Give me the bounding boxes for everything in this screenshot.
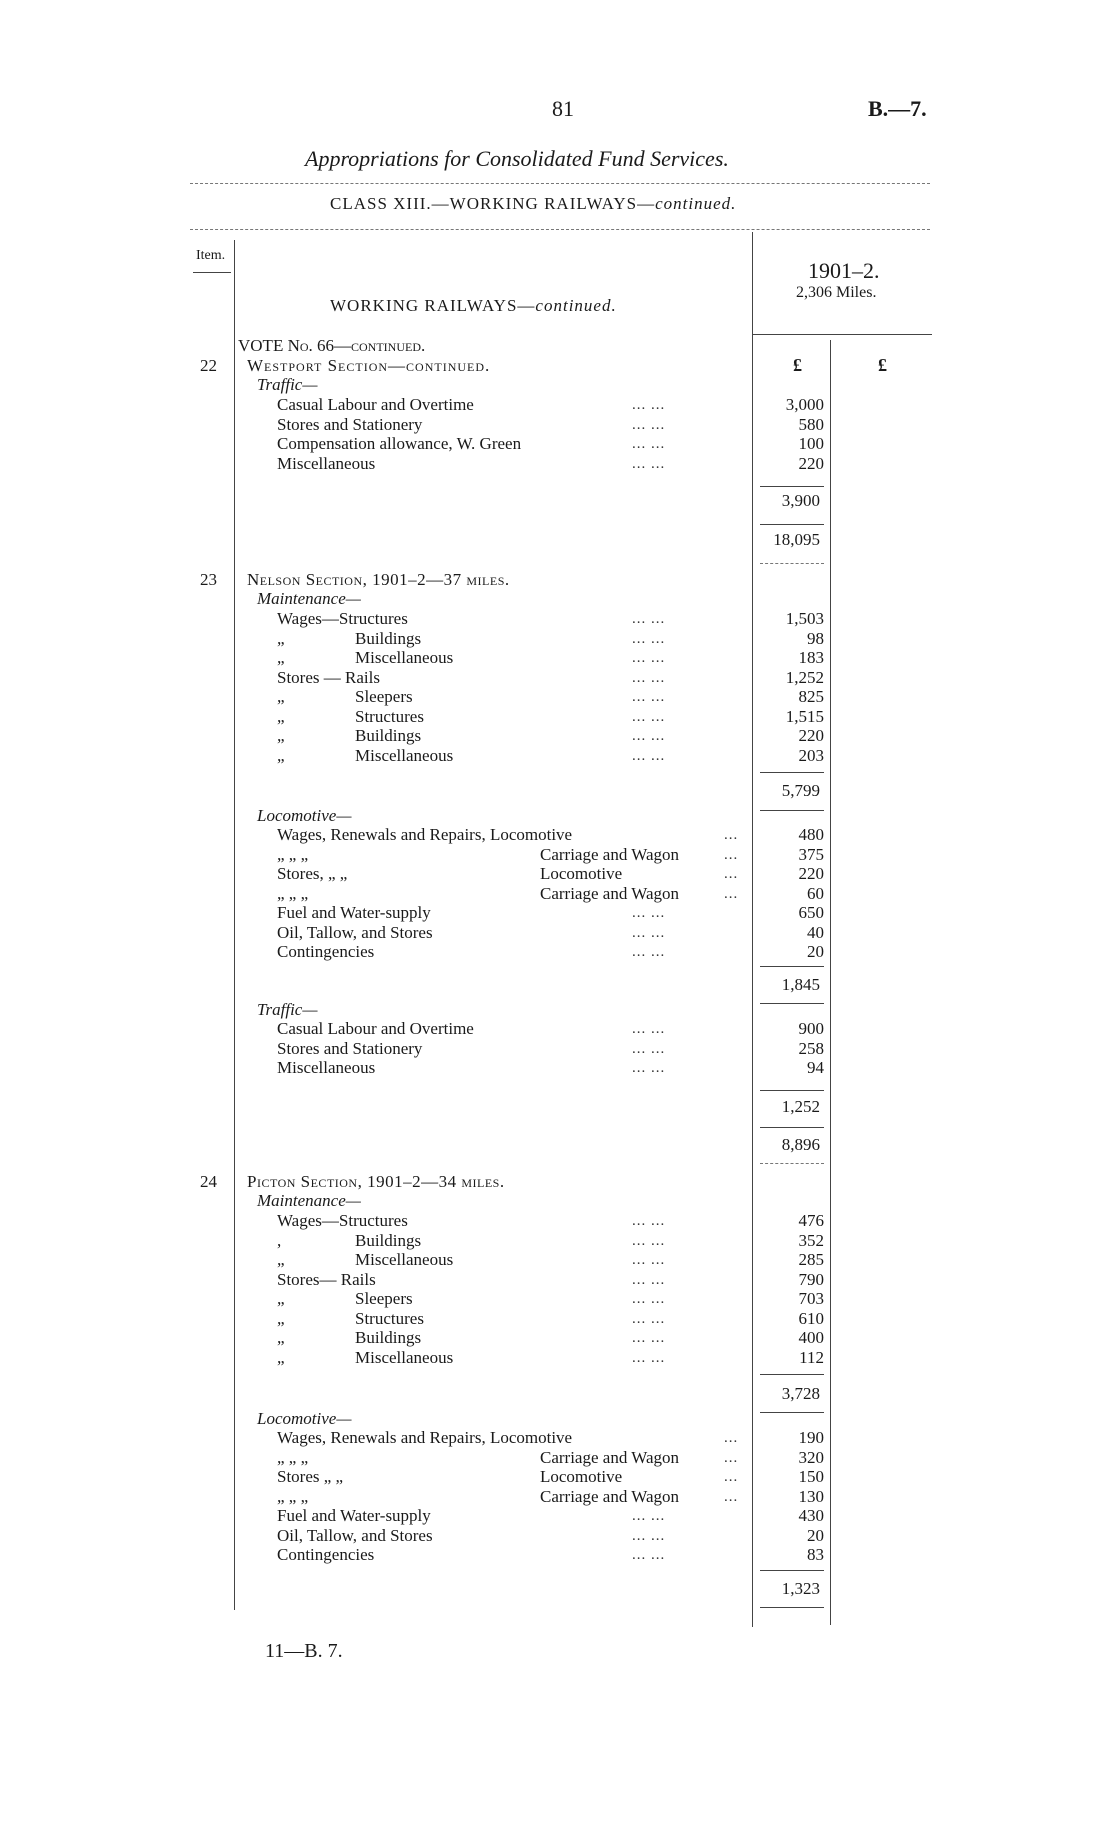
header-bottom-rule — [752, 334, 932, 335]
nelson-maintenance-underline — [760, 810, 824, 811]
nelson-total-rule — [760, 1127, 824, 1128]
leader-dots: ... ... — [632, 1508, 666, 1524]
leader-dots: ... ... — [632, 1547, 666, 1563]
nelson-traffic-row-label: Miscellaneous — [277, 1058, 376, 1077]
nelson-loco-row-value: 20 — [807, 942, 824, 961]
leader-dots: ... ... — [632, 1040, 666, 1057]
nelson-maint-row-sublabel: Structures — [355, 706, 424, 726]
picton-loco-row-label: „ „ „ — [277, 1447, 309, 1467]
nelson-loco-row-label: „ „ „ — [277, 883, 309, 903]
picton-maint-row-sublabel: Miscellaneous — [355, 1250, 454, 1269]
title-rule — [190, 183, 930, 185]
item-number-24: 24 — [200, 1172, 217, 1191]
leader-dots: ... ... — [632, 455, 666, 472]
nelson-loco-row-value: 650 — [798, 903, 824, 922]
leader-dots: ... ... — [632, 416, 666, 433]
picton-loco-row-sublabel: Locomotive — [540, 1467, 623, 1486]
nelson-maint-row-value: 1,515 — [785, 706, 824, 726]
picton-loco-row-label: „ „ „ — [277, 1486, 309, 1506]
picton-maintenance-subhead: Maintenance— — [257, 1191, 361, 1210]
nelson-maint-row-label: „ — [277, 628, 285, 648]
nelson-maint-row-sublabel: Miscellaneous — [355, 648, 454, 667]
picton-loco-row-label: Oil, Tallow, and Stores — [277, 1525, 433, 1545]
nelson-maint-row-label: „ — [277, 648, 285, 667]
leader-dots: ... ... — [632, 436, 666, 452]
picton-loco-row-value: 130 — [798, 1486, 824, 1506]
picton-loco-row-label: Fuel and Water-supply — [277, 1506, 431, 1525]
picton-loco-row-label: Stores „ „ — [277, 1467, 344, 1486]
leader-dots: ... — [724, 866, 739, 882]
nelson-loco-row-label: Wages, Renewals and Repairs, Locomotive — [277, 825, 573, 844]
miles-header: 2,306 Miles. — [796, 284, 877, 301]
leader-dots: ... ... — [632, 611, 666, 627]
picton-maint-row-value: 400 — [798, 1328, 824, 1347]
nelson-loco-row-label: Fuel and Water-supply — [277, 903, 431, 922]
nelson-loco-row-label: Contingencies — [277, 942, 375, 961]
leader-dots: ... ... — [632, 728, 666, 744]
picton-maint-row-value: 790 — [798, 1269, 824, 1289]
picton-loco-row-value: 20 — [807, 1525, 824, 1545]
nelson-maint-row-value: 183 — [798, 648, 824, 667]
leader-dots: ... — [724, 885, 739, 902]
nelson-maint-row-value: 98 — [807, 628, 824, 648]
nelson-maint-row-sublabel: Miscellaneous — [355, 745, 454, 765]
picton-locomotive-rule — [760, 1570, 824, 1571]
leader-dots: ... ... — [632, 1060, 666, 1076]
year-header: 1901–2. — [808, 258, 880, 283]
leader-dots: ... ... — [632, 747, 666, 764]
picton-maint-row-label: , — [277, 1230, 282, 1250]
westport-row-label: Casual Labour and Overtime — [277, 395, 474, 414]
nelson-loco-row-value: 40 — [807, 922, 824, 942]
nelson-maintenance-rule — [760, 772, 824, 773]
column-title-main: WORKING RAILWAYS— — [330, 296, 536, 315]
nelson-maint-row-value: 1,503 — [785, 609, 824, 628]
picton-loco-row-label: Contingencies — [277, 1545, 375, 1564]
item-column-divider — [234, 240, 235, 1610]
picton-maint-row-value: 352 — [798, 1230, 824, 1250]
nelson-maintenance-subhead: Maintenance— — [257, 589, 361, 608]
nelson-loco-row-label: Oil, Tallow, and Stores — [277, 922, 433, 942]
vote-line — [238, 336, 425, 356]
picton-loco-row-value: 190 — [798, 1428, 824, 1447]
item-number-22: 22 — [200, 356, 217, 375]
class-line-continued: continued. — [655, 194, 737, 213]
nelson-loco-row-value: 220 — [798, 864, 824, 883]
vote-label: VOTE No. 66—continued. — [238, 336, 426, 355]
picton-maint-row-sublabel: Buildings — [355, 1230, 422, 1250]
leader-dots: ... ... — [632, 905, 666, 921]
pound-sign-total: £ — [878, 355, 887, 375]
picton-locomotive-subhead: Locomotive— — [257, 1409, 352, 1428]
nelson-maint-row-value: 203 — [798, 745, 824, 765]
picton-loco-row-value: 430 — [798, 1506, 824, 1525]
nelson-traffic-rule — [760, 1090, 824, 1091]
leader-dots: ... ... — [632, 708, 666, 725]
nelson-loco-row-label: Stores, „ „ — [277, 864, 348, 883]
leader-dots: ... ... — [632, 1021, 666, 1037]
picton-maint-row-label: „ — [277, 1289, 285, 1308]
nelson-traffic-row-label: Casual Labour and Overtime — [277, 1019, 474, 1038]
westport-row-value: 580 — [798, 414, 824, 434]
nelson-maint-row-value: 825 — [798, 687, 824, 706]
leader-dots: ... — [724, 1449, 739, 1466]
item-number-23: 23 — [200, 570, 217, 589]
item-column-header: Item. — [196, 248, 226, 263]
leader-dots: ... ... — [632, 1349, 666, 1366]
picton-maint-row-value: 610 — [798, 1308, 824, 1328]
leader-dots: ... ... — [632, 1310, 666, 1327]
nelson-traffic-row-value: 258 — [798, 1038, 824, 1058]
leader-dots: ... ... — [632, 689, 666, 705]
nelson-maint-row-value: 1,252 — [785, 667, 824, 687]
leader-dots: ... ... — [632, 1252, 666, 1268]
nelson-traffic-subhead: Traffic— — [257, 1000, 318, 1019]
picton-maintenance-rule — [760, 1374, 824, 1375]
nelson-total: 8,896 — [781, 1135, 820, 1154]
picton-loco-row-value: 150 — [798, 1467, 824, 1486]
nelson-loco-row-label: „ „ „ — [277, 844, 309, 864]
nelson-locomotive-rule — [760, 966, 824, 967]
picton-loco-row-value: 83 — [807, 1545, 824, 1564]
pound-sign-amount: £ — [793, 355, 802, 375]
nelson-maint-row-label: „ — [277, 726, 285, 745]
picton-maintenance-total: 3,728 — [781, 1384, 820, 1403]
picton-maint-row-value: 112 — [799, 1347, 824, 1367]
page-number: 81 — [552, 96, 574, 121]
westport-row-value: 220 — [798, 453, 824, 473]
westport-traffic-subhead: Traffic— — [257, 375, 318, 394]
leader-dots: ... ... — [632, 1330, 666, 1346]
nelson-maint-row-sublabel: Sleepers — [355, 687, 413, 706]
nelson-loco-row-value: 480 — [798, 825, 824, 844]
nelson-loco-row-sublabel: Carriage and Wagon — [540, 844, 679, 864]
leader-dots: ... — [724, 846, 739, 863]
picton-maint-row-sublabel: Buildings — [355, 1328, 422, 1347]
nelson-maint-row-label: Wages—Structures — [277, 609, 408, 628]
total-column-divider — [830, 340, 831, 1625]
picton-loco-row-sublabel: Carriage and Wagon — [540, 1447, 679, 1467]
westport-row-label: Stores and Stationery — [277, 414, 423, 434]
nelson-maint-row-sublabel: Buildings — [355, 726, 422, 745]
westport-total-underline — [760, 563, 824, 565]
westport-subtotal: 3,900 — [781, 491, 820, 510]
document-reference: B.—7. — [868, 96, 927, 121]
nelson-section-heading: Nelson Section, 1901–2—37 miles. — [247, 570, 510, 589]
leader-dots: ... — [724, 1469, 739, 1485]
page-title: Appropriations for Consolidated Fund Services. — [305, 146, 729, 171]
column-title-continued: continued. — [535, 296, 617, 315]
leader-dots: ... ... — [632, 1291, 666, 1307]
picton-maint-row-sublabel: Miscellaneous — [355, 1347, 454, 1367]
westport-row-label: Miscellaneous — [277, 453, 376, 473]
nelson-traffic-row-value: 94 — [807, 1058, 824, 1077]
nelson-loco-row-value: 375 — [798, 844, 824, 864]
picton-maint-row-label: Wages—Structures — [277, 1211, 408, 1230]
westport-row-value: 3,000 — [785, 395, 824, 414]
nelson-locomotive-subhead: Locomotive— — [257, 806, 352, 825]
picton-section-heading: Picton Section, 1901–2—34 miles. — [247, 1172, 505, 1191]
nelson-maint-row-value: 220 — [798, 726, 824, 745]
leader-dots: ... ... — [632, 669, 666, 686]
picton-maint-row-value: 476 — [798, 1211, 824, 1230]
item-header-rule — [193, 272, 231, 273]
nelson-locomotive-total: 1,845 — [781, 975, 820, 994]
westport-section-heading: Westport Section—continued. — [247, 356, 491, 375]
picton-maint-row-label: „ — [277, 1347, 285, 1367]
leader-dots: ... ... — [632, 630, 666, 647]
westport-row-label: Compensation allowance, W. Green — [277, 434, 522, 453]
leader-dots: ... ... — [632, 1232, 666, 1249]
leader-dots: ... ... — [632, 397, 666, 413]
nelson-traffic-row-value: 900 — [798, 1019, 824, 1038]
picton-loco-row-sublabel: Carriage and Wagon — [540, 1486, 679, 1506]
nelson-locomotive-underline — [760, 1003, 824, 1004]
picton-maintenance-underline — [760, 1412, 824, 1413]
picton-maint-row-label: Stores— Rails — [277, 1269, 376, 1289]
picton-maint-row-value: 703 — [798, 1289, 824, 1308]
nelson-maint-row-label: „ — [277, 745, 285, 765]
class-line — [330, 194, 736, 214]
picton-loco-row-value: 320 — [798, 1447, 824, 1467]
picton-maint-row-label: „ — [277, 1308, 285, 1328]
class-rule — [190, 229, 930, 231]
nelson-total-underline — [760, 1163, 824, 1165]
leader-dots: ... ... — [632, 944, 666, 960]
nelson-traffic-total: 1,252 — [781, 1097, 820, 1116]
nelson-maint-row-label: „ — [277, 706, 285, 726]
picton-locomotive-underline — [760, 1607, 824, 1608]
leader-dots: ... ... — [632, 924, 666, 941]
nelson-loco-row-value: 60 — [807, 883, 824, 903]
westport-row-value: 100 — [798, 434, 824, 453]
westport-total-rule — [760, 524, 824, 525]
signature-mark: 11—B. 7. — [265, 1640, 343, 1662]
leader-dots: ... ... — [632, 650, 666, 666]
picton-loco-row-label: Wages, Renewals and Repairs, Locomotive — [277, 1428, 573, 1447]
nelson-maint-row-sublabel: Buildings — [355, 628, 422, 648]
working-railways-column-title — [330, 296, 617, 316]
picton-maint-row-label: „ — [277, 1328, 285, 1347]
picton-maint-row-label: „ — [277, 1250, 285, 1269]
picton-maint-row-sublabel: Structures — [355, 1308, 424, 1328]
westport-subtotal-rule — [760, 486, 824, 487]
picton-maint-row-sublabel: Sleepers — [355, 1289, 413, 1308]
leader-dots: ... ... — [632, 1213, 666, 1229]
picton-locomotive-total: 1,323 — [781, 1579, 820, 1598]
nelson-maint-row-label: „ — [277, 687, 285, 706]
leader-dots: ... ... — [632, 1271, 666, 1288]
nelson-loco-row-sublabel: Locomotive — [540, 864, 623, 883]
nelson-traffic-row-label: Stores and Stationery — [277, 1038, 423, 1058]
leader-dots: ... — [724, 827, 739, 843]
nelson-maint-row-label: Stores — Rails — [277, 667, 380, 687]
leader-dots: ... — [724, 1430, 739, 1446]
leader-dots: ... ... — [632, 1527, 666, 1544]
picton-maint-row-value: 285 — [798, 1250, 824, 1269]
nelson-maintenance-total: 5,799 — [781, 781, 820, 800]
nelson-loco-row-sublabel: Carriage and Wagon — [540, 883, 679, 903]
class-line-main: CLASS XIII.—WORKING RAILWAYS— — [330, 194, 656, 213]
westport-total: 18,095 — [773, 530, 820, 549]
leader-dots: ... — [724, 1488, 739, 1505]
